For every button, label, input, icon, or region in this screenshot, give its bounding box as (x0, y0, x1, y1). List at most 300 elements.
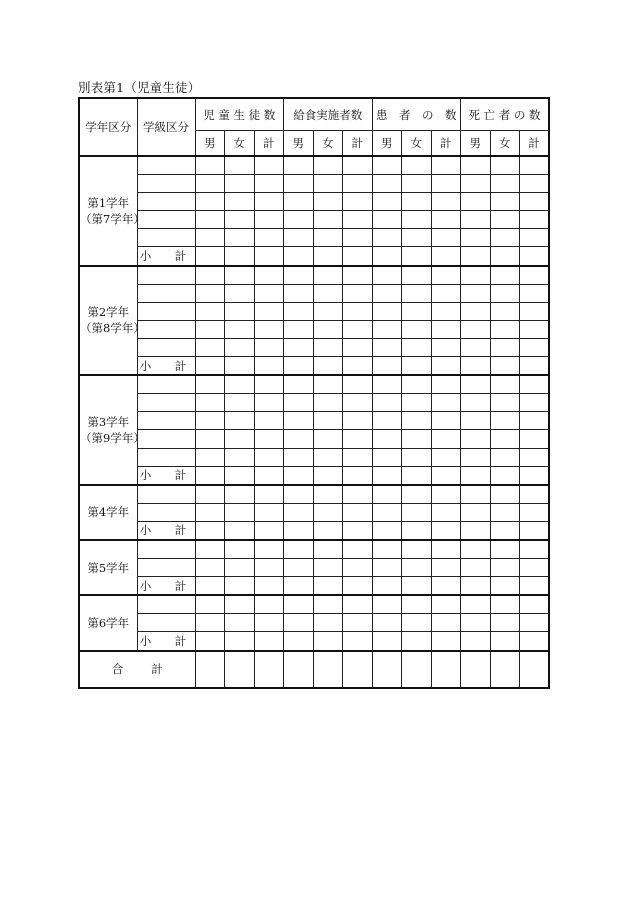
entry-cell[interactable] (313, 632, 343, 651)
class-name-cell[interactable] (137, 430, 195, 448)
entry-cell[interactable] (372, 156, 402, 175)
entry-cell[interactable] (461, 448, 491, 466)
entry-cell[interactable] (431, 156, 461, 175)
entry-cell[interactable] (461, 485, 491, 504)
class-name-cell[interactable] (137, 540, 195, 559)
entry-cell[interactable] (372, 614, 402, 632)
entry-cell[interactable] (254, 229, 284, 247)
entry-cell[interactable] (520, 595, 550, 614)
entry-cell[interactable] (431, 540, 461, 559)
entry-cell[interactable] (402, 193, 432, 211)
entry-cell[interactable] (254, 338, 284, 356)
entry-cell[interactable] (343, 466, 373, 485)
entry-cell[interactable] (461, 302, 491, 320)
entry-cell[interactable] (461, 375, 491, 394)
entry-cell[interactable] (431, 559, 461, 577)
entry-cell[interactable] (372, 559, 402, 577)
entry-cell[interactable] (402, 430, 432, 448)
entry-cell[interactable] (372, 448, 402, 466)
entry-cell[interactable] (372, 193, 402, 211)
entry-cell[interactable] (254, 247, 284, 266)
entry-cell[interactable] (313, 229, 343, 247)
entry-cell[interactable] (490, 466, 520, 485)
entry-cell[interactable] (461, 193, 491, 211)
class-name-cell[interactable] (137, 559, 195, 577)
entry-cell[interactable] (520, 175, 550, 193)
entry-cell[interactable] (490, 211, 520, 229)
entry-cell[interactable] (490, 559, 520, 577)
entry-cell[interactable] (195, 651, 225, 688)
entry-cell[interactable] (461, 595, 491, 614)
entry-cell[interactable] (225, 595, 255, 614)
entry-cell[interactable] (461, 394, 491, 412)
entry-cell[interactable] (402, 614, 432, 632)
entry-cell[interactable] (284, 211, 314, 229)
entry-cell[interactable] (372, 357, 402, 376)
entry-cell[interactable] (372, 211, 402, 229)
entry-cell[interactable] (431, 229, 461, 247)
entry-cell[interactable] (254, 595, 284, 614)
class-name-cell[interactable] (137, 485, 195, 504)
entry-cell[interactable] (225, 521, 255, 540)
entry-cell[interactable] (254, 211, 284, 229)
entry-cell[interactable] (225, 466, 255, 485)
class-name-cell[interactable] (137, 614, 195, 632)
entry-cell[interactable] (343, 156, 373, 175)
entry-cell[interactable] (195, 357, 225, 376)
entry-cell[interactable] (461, 247, 491, 266)
entry-cell[interactable] (520, 540, 550, 559)
entry-cell[interactable] (461, 266, 491, 285)
class-name-cell[interactable] (137, 266, 195, 285)
entry-cell[interactable] (225, 247, 255, 266)
entry-cell[interactable] (225, 375, 255, 394)
entry-cell[interactable] (372, 266, 402, 285)
entry-cell[interactable] (254, 540, 284, 559)
entry-cell[interactable] (313, 357, 343, 376)
entry-cell[interactable] (254, 412, 284, 430)
entry-cell[interactable] (313, 266, 343, 285)
entry-cell[interactable] (372, 412, 402, 430)
entry-cell[interactable] (284, 503, 314, 521)
entry-cell[interactable] (520, 577, 550, 596)
entry-cell[interactable] (313, 175, 343, 193)
entry-cell[interactable] (284, 320, 314, 338)
entry-cell[interactable] (372, 503, 402, 521)
entry-cell[interactable] (313, 320, 343, 338)
entry-cell[interactable] (313, 338, 343, 356)
entry-cell[interactable] (313, 394, 343, 412)
entry-cell[interactable] (461, 577, 491, 596)
entry-cell[interactable] (431, 448, 461, 466)
entry-cell[interactable] (461, 521, 491, 540)
entry-cell[interactable] (402, 211, 432, 229)
entry-cell[interactable] (195, 320, 225, 338)
entry-cell[interactable] (284, 430, 314, 448)
entry-cell[interactable] (343, 485, 373, 504)
entry-cell[interactable] (520, 503, 550, 521)
entry-cell[interactable] (284, 229, 314, 247)
entry-cell[interactable] (402, 577, 432, 596)
entry-cell[interactable] (490, 448, 520, 466)
entry-cell[interactable] (313, 595, 343, 614)
entry-cell[interactable] (195, 466, 225, 485)
entry-cell[interactable] (343, 211, 373, 229)
entry-cell[interactable] (343, 632, 373, 651)
class-name-cell[interactable] (137, 412, 195, 430)
entry-cell[interactable] (490, 375, 520, 394)
entry-cell[interactable] (195, 577, 225, 596)
entry-cell[interactable] (254, 394, 284, 412)
entry-cell[interactable] (402, 521, 432, 540)
entry-cell[interactable] (313, 412, 343, 430)
entry-cell[interactable] (343, 338, 373, 356)
entry-cell[interactable] (520, 211, 550, 229)
entry-cell[interactable] (343, 320, 373, 338)
entry-cell[interactable] (520, 284, 550, 302)
entry-cell[interactable] (284, 412, 314, 430)
entry-cell[interactable] (461, 357, 491, 376)
entry-cell[interactable] (520, 485, 550, 504)
class-name-cell[interactable] (137, 394, 195, 412)
entry-cell[interactable] (343, 540, 373, 559)
entry-cell[interactable] (520, 651, 550, 688)
entry-cell[interactable] (461, 651, 491, 688)
entry-cell[interactable] (490, 229, 520, 247)
entry-cell[interactable] (343, 175, 373, 193)
entry-cell[interactable] (431, 211, 461, 229)
entry-cell[interactable] (490, 577, 520, 596)
entry-cell[interactable] (284, 247, 314, 266)
entry-cell[interactable] (195, 375, 225, 394)
entry-cell[interactable] (225, 430, 255, 448)
entry-cell[interactable] (490, 156, 520, 175)
entry-cell[interactable] (490, 540, 520, 559)
class-name-cell[interactable] (137, 211, 195, 229)
entry-cell[interactable] (372, 521, 402, 540)
entry-cell[interactable] (490, 503, 520, 521)
entry-cell[interactable] (195, 521, 225, 540)
entry-cell[interactable] (343, 614, 373, 632)
entry-cell[interactable] (225, 614, 255, 632)
entry-cell[interactable] (402, 540, 432, 559)
entry-cell[interactable] (284, 651, 314, 688)
entry-cell[interactable] (520, 320, 550, 338)
entry-cell[interactable] (402, 412, 432, 430)
entry-cell[interactable] (225, 193, 255, 211)
entry-cell[interactable] (343, 651, 373, 688)
entry-cell[interactable] (520, 394, 550, 412)
entry-cell[interactable] (254, 320, 284, 338)
entry-cell[interactable] (254, 357, 284, 376)
entry-cell[interactable] (195, 211, 225, 229)
entry-cell[interactable] (225, 485, 255, 504)
entry-cell[interactable] (225, 266, 255, 285)
entry-cell[interactable] (402, 448, 432, 466)
entry-cell[interactable] (313, 211, 343, 229)
entry-cell[interactable] (461, 284, 491, 302)
entry-cell[interactable] (313, 540, 343, 559)
entry-cell[interactable] (372, 466, 402, 485)
entry-cell[interactable] (313, 247, 343, 266)
entry-cell[interactable] (520, 632, 550, 651)
entry-cell[interactable] (490, 394, 520, 412)
entry-cell[interactable] (284, 357, 314, 376)
entry-cell[interactable] (461, 466, 491, 485)
entry-cell[interactable] (461, 503, 491, 521)
entry-cell[interactable] (313, 503, 343, 521)
entry-cell[interactable] (402, 357, 432, 376)
entry-cell[interactable] (195, 540, 225, 559)
entry-cell[interactable] (195, 247, 225, 266)
entry-cell[interactable] (284, 284, 314, 302)
entry-cell[interactable] (343, 448, 373, 466)
entry-cell[interactable] (461, 175, 491, 193)
entry-cell[interactable] (520, 430, 550, 448)
entry-cell[interactable] (490, 651, 520, 688)
entry-cell[interactable] (343, 375, 373, 394)
entry-cell[interactable] (431, 412, 461, 430)
entry-cell[interactable] (490, 412, 520, 430)
class-name-cell[interactable] (137, 284, 195, 302)
entry-cell[interactable] (254, 175, 284, 193)
class-name-cell[interactable] (137, 375, 195, 394)
entry-cell[interactable] (343, 193, 373, 211)
entry-cell[interactable] (431, 320, 461, 338)
entry-cell[interactable] (431, 485, 461, 504)
entry-cell[interactable] (402, 156, 432, 175)
entry-cell[interactable] (225, 632, 255, 651)
entry-cell[interactable] (195, 632, 225, 651)
entry-cell[interactable] (195, 193, 225, 211)
entry-cell[interactable] (431, 521, 461, 540)
class-name-cell[interactable] (137, 503, 195, 521)
entry-cell[interactable] (313, 466, 343, 485)
entry-cell[interactable] (313, 284, 343, 302)
entry-cell[interactable] (313, 651, 343, 688)
entry-cell[interactable] (284, 540, 314, 559)
entry-cell[interactable] (372, 284, 402, 302)
entry-cell[interactable] (402, 175, 432, 193)
entry-cell[interactable] (461, 211, 491, 229)
class-name-cell[interactable] (137, 448, 195, 466)
entry-cell[interactable] (402, 394, 432, 412)
entry-cell[interactable] (343, 247, 373, 266)
entry-cell[interactable] (195, 448, 225, 466)
entry-cell[interactable] (520, 266, 550, 285)
entry-cell[interactable] (372, 430, 402, 448)
entry-cell[interactable] (195, 338, 225, 356)
entry-cell[interactable] (372, 651, 402, 688)
entry-cell[interactable] (490, 338, 520, 356)
entry-cell[interactable] (343, 521, 373, 540)
entry-cell[interactable] (431, 338, 461, 356)
entry-cell[interactable] (372, 595, 402, 614)
entry-cell[interactable] (225, 651, 255, 688)
entry-cell[interactable] (254, 577, 284, 596)
entry-cell[interactable] (402, 247, 432, 266)
entry-cell[interactable] (284, 595, 314, 614)
class-name-cell[interactable] (137, 595, 195, 614)
entry-cell[interactable] (490, 320, 520, 338)
entry-cell[interactable] (284, 559, 314, 577)
entry-cell[interactable] (225, 229, 255, 247)
entry-cell[interactable] (520, 156, 550, 175)
entry-cell[interactable] (225, 503, 255, 521)
entry-cell[interactable] (313, 577, 343, 596)
entry-cell[interactable] (254, 430, 284, 448)
entry-cell[interactable] (254, 485, 284, 504)
entry-cell[interactable] (195, 229, 225, 247)
entry-cell[interactable] (284, 466, 314, 485)
entry-cell[interactable] (372, 247, 402, 266)
entry-cell[interactable] (461, 156, 491, 175)
entry-cell[interactable] (225, 302, 255, 320)
entry-cell[interactable] (225, 156, 255, 175)
entry-cell[interactable] (313, 193, 343, 211)
entry-cell[interactable] (402, 266, 432, 285)
entry-cell[interactable] (520, 521, 550, 540)
entry-cell[interactable] (225, 448, 255, 466)
entry-cell[interactable] (372, 320, 402, 338)
entry-cell[interactable] (284, 485, 314, 504)
entry-cell[interactable] (372, 338, 402, 356)
entry-cell[interactable] (490, 175, 520, 193)
class-name-cell[interactable] (137, 320, 195, 338)
entry-cell[interactable] (520, 247, 550, 266)
entry-cell[interactable] (343, 357, 373, 376)
class-name-cell[interactable] (137, 193, 195, 211)
entry-cell[interactable] (372, 302, 402, 320)
entry-cell[interactable] (431, 503, 461, 521)
entry-cell[interactable] (225, 338, 255, 356)
entry-cell[interactable] (195, 559, 225, 577)
entry-cell[interactable] (195, 430, 225, 448)
entry-cell[interactable] (372, 394, 402, 412)
entry-cell[interactable] (461, 338, 491, 356)
entry-cell[interactable] (343, 284, 373, 302)
entry-cell[interactable] (254, 559, 284, 577)
entry-cell[interactable] (254, 284, 284, 302)
class-name-cell[interactable] (137, 229, 195, 247)
entry-cell[interactable] (372, 485, 402, 504)
entry-cell[interactable] (402, 466, 432, 485)
entry-cell[interactable] (313, 614, 343, 632)
entry-cell[interactable] (431, 632, 461, 651)
entry-cell[interactable] (490, 357, 520, 376)
entry-cell[interactable] (520, 448, 550, 466)
entry-cell[interactable] (490, 430, 520, 448)
entry-cell[interactable] (254, 632, 284, 651)
entry-cell[interactable] (431, 651, 461, 688)
entry-cell[interactable] (372, 175, 402, 193)
entry-cell[interactable] (343, 503, 373, 521)
entry-cell[interactable] (520, 302, 550, 320)
entry-cell[interactable] (284, 302, 314, 320)
entry-cell[interactable] (195, 412, 225, 430)
entry-cell[interactable] (431, 302, 461, 320)
entry-cell[interactable] (313, 559, 343, 577)
entry-cell[interactable] (431, 193, 461, 211)
entry-cell[interactable] (431, 175, 461, 193)
entry-cell[interactable] (313, 156, 343, 175)
entry-cell[interactable] (461, 229, 491, 247)
entry-cell[interactable] (461, 540, 491, 559)
entry-cell[interactable] (284, 338, 314, 356)
entry-cell[interactable] (284, 614, 314, 632)
entry-cell[interactable] (431, 394, 461, 412)
entry-cell[interactable] (520, 338, 550, 356)
entry-cell[interactable] (431, 430, 461, 448)
entry-cell[interactable] (520, 466, 550, 485)
entry-cell[interactable] (225, 357, 255, 376)
entry-cell[interactable] (254, 375, 284, 394)
entry-cell[interactable] (461, 632, 491, 651)
entry-cell[interactable] (313, 448, 343, 466)
entry-cell[interactable] (402, 503, 432, 521)
entry-cell[interactable] (431, 357, 461, 376)
entry-cell[interactable] (402, 229, 432, 247)
entry-cell[interactable] (195, 614, 225, 632)
entry-cell[interactable] (195, 302, 225, 320)
entry-cell[interactable] (431, 247, 461, 266)
entry-cell[interactable] (461, 320, 491, 338)
entry-cell[interactable] (225, 559, 255, 577)
entry-cell[interactable] (490, 521, 520, 540)
entry-cell[interactable] (402, 375, 432, 394)
entry-cell[interactable] (372, 229, 402, 247)
entry-cell[interactable] (284, 193, 314, 211)
entry-cell[interactable] (313, 375, 343, 394)
entry-cell[interactable] (402, 485, 432, 504)
entry-cell[interactable] (431, 284, 461, 302)
entry-cell[interactable] (343, 559, 373, 577)
entry-cell[interactable] (225, 211, 255, 229)
class-name-cell[interactable] (137, 156, 195, 175)
entry-cell[interactable] (490, 485, 520, 504)
class-name-cell[interactable] (137, 338, 195, 356)
entry-cell[interactable] (343, 430, 373, 448)
entry-cell[interactable] (284, 521, 314, 540)
entry-cell[interactable] (313, 521, 343, 540)
entry-cell[interactable] (254, 651, 284, 688)
entry-cell[interactable] (254, 466, 284, 485)
class-name-cell[interactable] (137, 175, 195, 193)
entry-cell[interactable] (225, 540, 255, 559)
entry-cell[interactable] (431, 375, 461, 394)
entry-cell[interactable] (254, 156, 284, 175)
entry-cell[interactable] (343, 229, 373, 247)
entry-cell[interactable] (402, 338, 432, 356)
entry-cell[interactable] (284, 632, 314, 651)
entry-cell[interactable] (343, 266, 373, 285)
entry-cell[interactable] (402, 302, 432, 320)
entry-cell[interactable] (520, 375, 550, 394)
entry-cell[interactable] (225, 320, 255, 338)
entry-cell[interactable] (520, 559, 550, 577)
entry-cell[interactable] (490, 266, 520, 285)
entry-cell[interactable] (225, 412, 255, 430)
entry-cell[interactable] (254, 193, 284, 211)
entry-cell[interactable] (284, 448, 314, 466)
entry-cell[interactable] (313, 430, 343, 448)
entry-cell[interactable] (372, 540, 402, 559)
entry-cell[interactable] (372, 375, 402, 394)
entry-cell[interactable] (254, 503, 284, 521)
entry-cell[interactable] (372, 577, 402, 596)
entry-cell[interactable] (431, 577, 461, 596)
entry-cell[interactable] (284, 156, 314, 175)
